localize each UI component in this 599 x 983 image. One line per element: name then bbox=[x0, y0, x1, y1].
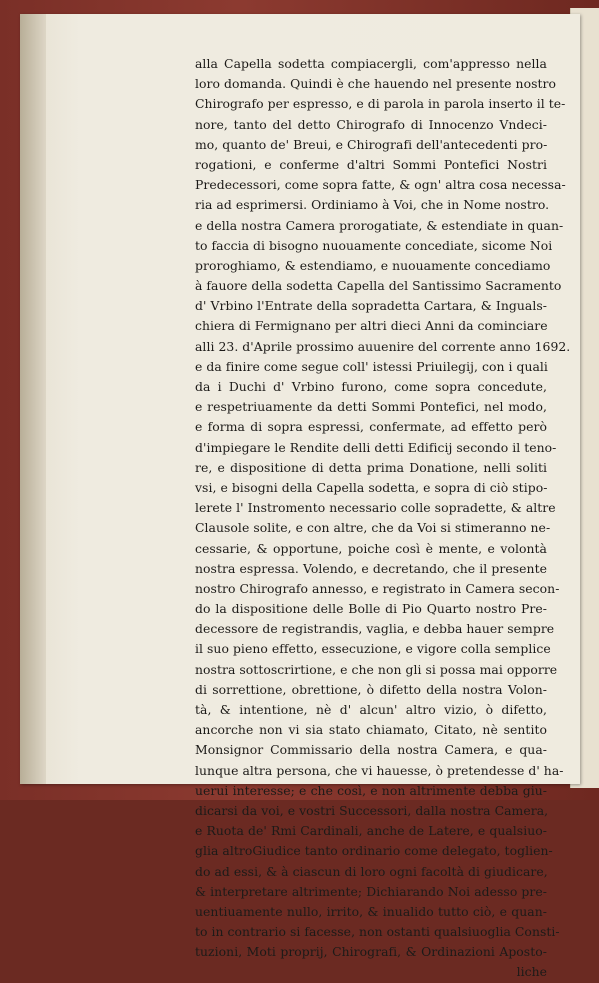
text-line: nostro Chirografo annesso, e registrato in Camera secon- bbox=[195, 580, 560, 596]
text-line: tà, & intentione, nè d' alcun' altro vizio, ò difetto, bbox=[195, 702, 547, 717]
text-line: & interpretare altrimente; Dichiarando Noi adesso pre- bbox=[195, 883, 547, 899]
catchword: liche bbox=[516, 964, 547, 980]
text-line: d' Vrbino l'Entrate della sopradetta Cartara, & Inguals- bbox=[195, 298, 547, 314]
document-page bbox=[20, 14, 580, 980]
text-line: decessore de registrandis, vaglia, e debba hauer sempre bbox=[195, 621, 555, 637]
text-line: ria ad esprimersi. Ordiniamo à Voi, che in Nome nostro. bbox=[195, 197, 550, 213]
text-line: il suo pieno effetto, essecuzione, e vigore colla semplice bbox=[195, 641, 551, 657]
text-line: vsi, e bisogni della Capella sodetta, e sopra di ciò stipo- bbox=[195, 479, 548, 495]
text-line: alla Capella sodetta compiacergli, com'appresso nella bbox=[195, 56, 547, 71]
text-line: Clausole solite, e con altre, che da Voi si stimeranno ne- bbox=[195, 520, 551, 536]
text-line: Chirografo per espresso, e di parola in parola inserto il te- bbox=[195, 96, 566, 112]
text-line: Monsignor Commissario della nostra Camera, e qua- bbox=[195, 742, 547, 758]
text-line: di sorrettione, obrettione, ò difetto della nostra Volon- bbox=[195, 681, 547, 697]
text-line: do ad essi, & à ciascun di loro ogni facoltà di giudicare, bbox=[195, 863, 548, 879]
text-line: nostra sottoscrirtione, e che non gli si possa mai opporre bbox=[195, 661, 558, 677]
text-line: da i Duchi d' Vrbino furono, come sopra concedute, bbox=[195, 379, 547, 394]
text-line: rogationi, e conferme d'altri Sommi Pontefici Nostri bbox=[195, 156, 547, 172]
text-line: chiera di Fermignano per altri dieci Anni da cominciare bbox=[195, 318, 548, 334]
text-line: e forma di sopra espressi, confermate, ad effetto però bbox=[195, 419, 547, 435]
text-line: to in contrario si facesse, non ostanti qualsiuoglia Consti- bbox=[195, 924, 560, 940]
text-line: glia altroGiudice tanto ordinario come delegato, toglien- bbox=[195, 843, 553, 859]
text-line: uentiuamente nullo, irrito, & inualido tutto ciò, e quan- bbox=[195, 903, 547, 919]
body-text bbox=[195, 54, 571, 983]
text-line: do la dispositione delle Bolle di Pio Quarto nostro Pre- bbox=[195, 601, 547, 617]
text-line: d'impiegare le Rendite delli detti Edificij secondo il teno- bbox=[195, 439, 557, 455]
text-line: à fauore della sodetta Capella del Santissimo Sacramento bbox=[195, 278, 562, 294]
text-line: lerete l' Instromento necessario colle sopradette, & altre bbox=[195, 500, 556, 516]
text-line: e da finire come segue coll' istessi Priuilegij, con i quali bbox=[195, 358, 548, 374]
text-line: proroghiamo, & estendiamo, e nuouamente concediamo bbox=[195, 257, 551, 273]
page-gutter bbox=[20, 14, 46, 784]
text-line: dicarsi da voi, e vostri Successori, dalla nostra Camera, bbox=[195, 802, 549, 818]
text-line: nore, tanto del detto Chirografo di Innocenzo Vndeci- bbox=[195, 116, 547, 132]
text-line: re, e dispositione di detta prima Donatione, nelli soliti bbox=[195, 459, 547, 475]
text-line: loro domanda. Quindi è che hauendo nel presente nostro bbox=[195, 76, 556, 92]
text-line: lunque altra persona, che vi hauesse, ò pretendesse d' ha- bbox=[195, 762, 564, 778]
text-line: to faccia di bisogno nuouamente concediate, sicome Noi bbox=[195, 237, 553, 253]
text-line: nostra espressa. Volendo, e decretando, che il presente bbox=[195, 560, 547, 576]
text-line: cessarie, & opportune, poiche così è mente, e volontà bbox=[195, 540, 547, 556]
text-line: alli 23. d'Aprile prossimo auuenire del corrente anno 1692. bbox=[195, 338, 571, 354]
text-line: e della nostra Camera prorogatiate, & estendiate in quan- bbox=[195, 217, 564, 233]
text-line: mo, quanto de' Breui, e Chirografi dell'antecedenti pro- bbox=[195, 136, 548, 152]
text-line: e Ruota de' Rmi Cardinali, anche de Latere, e qualsiuo- bbox=[195, 823, 547, 839]
text-line: Predecessori, come sopra fatte, & ogn' altra cosa necessa- bbox=[195, 177, 566, 193]
text-line: e respetriuamente da detti Sommi Pontefici, nel modo, bbox=[195, 399, 547, 415]
text-line: tuzioni, Moti proprij, Chirografi, & Ordinazioni Aposto- bbox=[195, 944, 547, 960]
text-line: uerui interesse; e che così, e non altrimente debba giu- bbox=[195, 782, 547, 798]
text-line: ancorche non vi sia stato chiamato, Citato, nè sentito bbox=[195, 722, 547, 738]
